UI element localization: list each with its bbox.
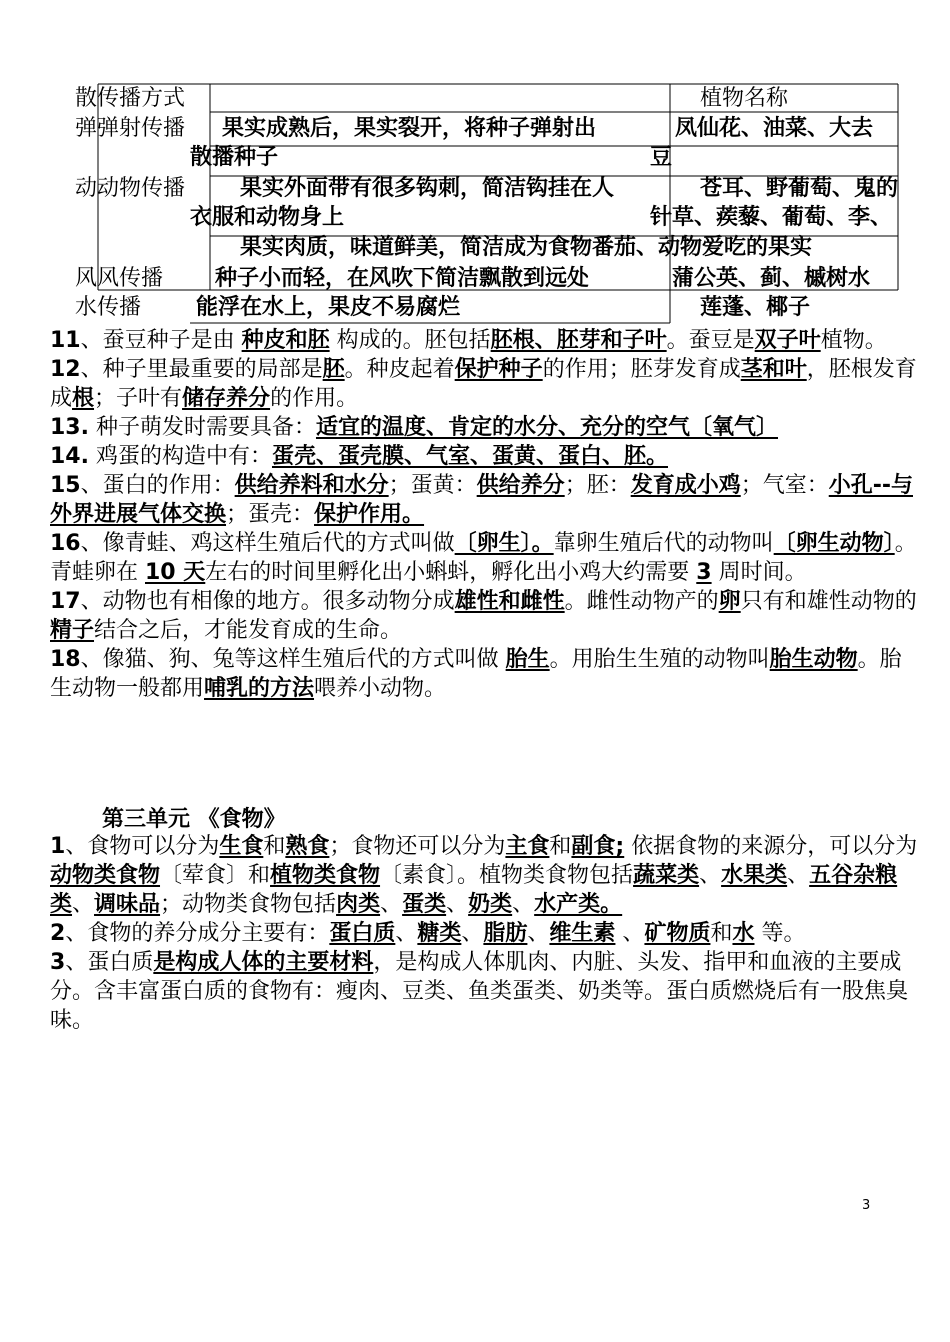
item-text: 靠卵生殖后代的动物叫 (553, 531, 774, 556)
item-text: ；气室： (740, 473, 829, 498)
key-term: 五谷杂粮类 (50, 863, 898, 917)
key-term: 发育成小鸡 (630, 473, 741, 498)
item-text: 周时间。 (711, 560, 807, 585)
key-term: 熟食 (285, 834, 330, 859)
key-term: 水产类。 (534, 892, 623, 917)
item-text: 、 (461, 921, 484, 946)
item-text: 喂养小动物。 (314, 676, 447, 701)
item-number: 16 (50, 531, 81, 556)
notes-list (50, 326, 920, 703)
numbered-item (50, 442, 920, 471)
item-text: 、 (527, 921, 550, 946)
row-desc: 能浮在水上，果皮不易腐烂 (196, 295, 461, 320)
row-type: 弹弹射传播 (75, 116, 186, 141)
food-list (50, 832, 920, 1035)
item-text: ；食物还可以分为 (329, 834, 506, 859)
row-desc: 种子小而轻，在风吹下简洁飘散到远处 (215, 266, 590, 291)
row-type: 风风传播 (75, 266, 164, 291)
row-plants: 莲蓬、椰子 (700, 295, 811, 320)
numbered-item (50, 326, 920, 355)
numbered-item (50, 587, 920, 645)
item-text: 。用胎生生殖的动物叫 (549, 647, 770, 672)
key-term: 种皮和胚 (241, 328, 330, 353)
item-text: 、种子里最重要的局部是 (80, 357, 323, 382)
item-text: 、动物也有相像的地方。很多动物分成 (80, 589, 455, 614)
item-text: ，胚根发育成 (50, 357, 917, 411)
item-text: 、 (699, 863, 722, 888)
item-number: 12 (50, 357, 81, 382)
item-text: ；蛋黄： (388, 473, 477, 498)
page-number: 3 (862, 1198, 871, 1213)
row-type: 水传播 (75, 295, 142, 320)
key-term: 植物类食物 (270, 863, 381, 888)
key-term: 主食 (505, 834, 550, 859)
key-term: 根 (72, 386, 95, 411)
item-text: 。青蛙卵在 (50, 531, 917, 585)
item-text: 和 (549, 834, 572, 859)
item-text: 。种皮起着 (344, 357, 455, 382)
notes-section (50, 326, 920, 703)
key-term: 生食 (219, 834, 264, 859)
key-term: 水 (732, 921, 755, 946)
key-term: 脂肪 (483, 921, 528, 946)
key-term: 保护作用。 (314, 502, 425, 527)
key-term: 保护种子 (454, 357, 543, 382)
item-text: 的作用；胚芽发育成 (542, 357, 741, 382)
item-text: ；动物类食物包括 (160, 892, 337, 917)
item-number: 13. (50, 415, 89, 440)
key-term: 雄性和雌性 (454, 589, 565, 614)
item-text: ；蛋壳： (226, 502, 315, 527)
key-term: 哺乳的方法 (204, 676, 315, 701)
key-term: 供给养分 (476, 473, 565, 498)
unit-heading: 第三单元 《食物》 (102, 807, 286, 832)
row-desc-cont: 衣服和动物身上 (190, 205, 345, 230)
item-text: 。雌性动物产的 (564, 589, 719, 614)
item-number: 14. (50, 444, 89, 469)
key-term: 供给养料和水分 (234, 473, 389, 498)
key-term: 10 天 (145, 560, 206, 585)
key-term: 卵 (718, 589, 741, 614)
item-number: 1 (50, 834, 66, 859)
numbered-item (50, 413, 920, 442)
numbered-item (50, 919, 920, 948)
item-text: 、像青蛙、鸡这样生殖后代的方式叫做 (80, 531, 455, 556)
item-text: 〔荤食〕和 (160, 863, 271, 888)
item-text: 。胎生动物一般都用 (50, 647, 902, 701)
item-text: ；胚： (564, 473, 631, 498)
item-text: 只有和雄性动物的 (740, 589, 917, 614)
table-header-plant: 植物名称 (700, 86, 789, 111)
key-term: 是构成人体的主要材料 (153, 950, 374, 975)
key-term: 蛋壳、蛋壳膜、气室、蛋黄、蛋白、胚。 (271, 444, 668, 469)
item-text: 结合之后，才能发育成的生命。 (94, 618, 403, 643)
item-text: 、 (72, 892, 95, 917)
item-text: 、蛋白质 (65, 950, 154, 975)
item-text: 、 (395, 921, 418, 946)
item-text: 、 (512, 892, 535, 917)
item-text: 依据食物的来源分，可以分为 (624, 834, 918, 859)
item-text: 的作用。 (270, 386, 359, 411)
key-term: 蛋白质 (329, 921, 396, 946)
key-term: 动物类食物 (50, 863, 161, 888)
row-desc-cont: 散播种子 (190, 145, 279, 170)
key-term: 糖类 (417, 921, 462, 946)
item-number: 2 (50, 921, 66, 946)
item-text: 种子萌发时需要具备： (88, 415, 316, 440)
key-term: 奶类 (468, 892, 513, 917)
row-desc: 果实成熟后，果实裂开，将种子弹射出 (222, 116, 597, 141)
item-text: 鸡蛋的构造中有： (88, 444, 272, 469)
key-term: 胚 (322, 357, 345, 382)
key-term: 胎生 (505, 647, 550, 672)
item-text: 〔素食〕。植物类食物包括 (380, 863, 634, 888)
key-term: 调味品 (94, 892, 161, 917)
item-text: 、食物的养分成分主要有： (65, 921, 330, 946)
item-text: 植物。 (820, 328, 887, 353)
key-term: 储存养分 (182, 386, 271, 411)
food-section (50, 832, 920, 1035)
item-number: 11 (50, 328, 81, 353)
item-text: 、 (446, 892, 469, 917)
key-term: 适宜的温度、肯定的水分、充分的空气〔氧气〕 (315, 415, 778, 440)
key-term: 3 (696, 560, 712, 585)
item-number: 18 (50, 647, 81, 672)
item-number: 3 (50, 950, 66, 975)
item-text: 、蚕豆种子是由 (80, 328, 242, 353)
item-text: 、像猫、狗、兔等这样生殖后代的方式叫做 (80, 647, 506, 672)
item-number: 17 (50, 589, 81, 614)
key-term: 蛋类 (402, 892, 447, 917)
key-term: 〔卵生动物〕 (773, 531, 895, 556)
key-term: 矿物质 (644, 921, 711, 946)
numbered-item (50, 948, 920, 1035)
key-term: 维生素 (549, 921, 616, 946)
key-term: 双子叶 (754, 328, 821, 353)
item-text: 、 (615, 921, 645, 946)
row-desc: 果实外面带有很多钩刺，简洁钩挂在人 (240, 176, 615, 201)
row-type: 动动物传播 (75, 176, 186, 201)
item-text: 等。 (754, 921, 806, 946)
row-plants: 苍耳、野葡萄、鬼的 (700, 176, 899, 201)
item-text: 和 (710, 921, 733, 946)
item-text: ，是构成人体肌肉、内脏、头发、指甲和血液的主要成分。含丰富蛋白质的食物有：瘦肉、豆类、鱼类蛋类、奶类等。蛋白质燃烧后有一股焦臭味。 (50, 950, 909, 1033)
key-term: 〔卵生〕。 (454, 531, 554, 556)
item-text: ；子叶有 (94, 386, 183, 411)
item-text: 构成的。胚包括 (329, 328, 491, 353)
item-text: 左右的时间里孵化出小蝌蚪，孵化出小鸡大约需要 (205, 560, 697, 585)
key-term: 副食; (571, 834, 625, 859)
item-text: 。蚕豆是 (666, 328, 755, 353)
row-desc: 果实肉质，味道鲜美，简洁成为食物番茄、动物爱吃的果实 (240, 235, 813, 260)
item-text: 和 (263, 834, 286, 859)
table-header-method: 散传播方式 (75, 86, 186, 111)
numbered-item (50, 645, 920, 703)
row-plants: 凤仙花、油菜、大去 (675, 116, 874, 141)
row-plants-cont: 针草、蒺藜、葡萄、李、 (650, 205, 893, 230)
row-plants-cont: 豆 (650, 145, 673, 170)
key-term: 蔬菜类 (633, 863, 700, 888)
key-term: 肉类 (336, 892, 381, 917)
key-term: 精子 (50, 618, 95, 643)
numbered-item (50, 529, 920, 587)
numbered-item (50, 355, 920, 413)
key-term: 水果类 (721, 863, 788, 888)
key-term: 茎和叶 (740, 357, 807, 382)
item-text: 、 (380, 892, 403, 917)
item-text: 、食物可以分为 (65, 834, 220, 859)
numbered-item (50, 471, 920, 529)
item-text: 、 (787, 863, 810, 888)
row-plants: 蒲公英、蓟、槭树水 (672, 266, 871, 291)
key-term: 胎生动物 (769, 647, 858, 672)
key-term: 胚根、胚芽和子叶 (490, 328, 667, 353)
key-term: 小孔--与外界进展气体交换 (50, 473, 913, 527)
item-number: 15 (50, 473, 81, 498)
item-text: 、蛋白的作用： (80, 473, 235, 498)
numbered-item (50, 832, 920, 919)
